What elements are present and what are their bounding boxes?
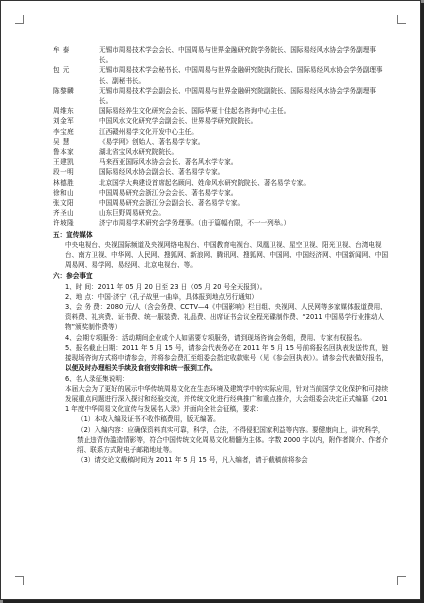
member-name: 刘金军: [53, 117, 75, 126]
member-role: 中国风水文化研究学会副会长、世界易学研究院院长。: [99, 117, 258, 126]
member-role: 无锡市周易技术学会会长、中国周易与世界金融研究院学务院长、国际易经风水协会学务副理事长。: [99, 46, 376, 65]
member-row: [53, 45, 389, 65]
meeting-item-service: 4、会期专项服务：活动期间企业或个人如需要专项服务，请到现场咨询会务组，费用、专家有权报名。: [65, 333, 366, 342]
member-role: 湖北省宝风水研究院院长。: [99, 148, 179, 157]
member-name: 徐和山: [53, 188, 75, 197]
member-row: [53, 106, 389, 116]
member-role: 山东巨野周易研究会。: [99, 209, 165, 218]
celebrity-subitem: （1）本收入编及证书不收作稿费用，版无编著。: [77, 415, 220, 424]
member-role: 国际易经风水协会副会长、著名易学专家。: [99, 168, 225, 177]
corner-crop-mark: [397, 576, 406, 585]
member-role: 《易学网》创始人、著名易学专家。: [99, 137, 205, 146]
meeting-item-celebrity: 6、名人录征集说明：: [65, 374, 129, 383]
deadline-emphasis: 以便及时办理相关手续及食宿安排和统一报到工作。: [65, 364, 217, 373]
member-role: 江西赣州易学文化开发中心主任。: [99, 127, 198, 136]
member-name: 齐圣山: [53, 209, 75, 218]
section-heading-meeting: 六：参会事宜: [53, 272, 93, 281]
member-name: 段一明: [53, 168, 75, 177]
member-row: [53, 218, 389, 228]
media-list-paragraph: 中央电视台、央视国际频道及央视网络电视台、中国教育电视台、凤凰卫视、星空卫视、阳光卫视、台湾电视台、南方卫视、中华网、人民网、搜狐网、新浪网、腾讯网、搜狐网、中国网、中国经济网、中国新闻网、中国周易网、易学网、易经网、北京电视台、等。: [65, 240, 389, 270]
member-role: 马来西亚国际风水协会会长、著名风水学专家。: [99, 158, 238, 167]
meeting-item-fee: 3、会 务 费：2080 元/人（含会务费、CCTV—4《中国影响》栏目组、央视网、人民网等多家媒体报道费用、资料费、礼宾费、证书费、统一服装费、礼品费、出席证书会议全程光碟制作费、“2011 中国易学行业推动人物”颁奖制作费等）: [65, 303, 387, 332]
member-row: [53, 127, 389, 137]
member-role: 无锡市周易技术学会副会长、中国周易与世界金融研究院副院长、国际易经风水协会学务副理事长。: [99, 86, 376, 106]
member-name: 周维东: [53, 107, 75, 116]
committee-member-list: [53, 45, 389, 229]
document-body: [53, 45, 389, 465]
member-row: [53, 137, 389, 147]
celebrity-intro-paragraph: 本届大会为了更好的展示中华传统周易文化在生态环境及建筑学中的实际应用，针对当前国学文化保护和可持续发展重点问题进行深入探讨和经验交流，并传统文化进行经典推广和重点推介，大会组委会决定正式编纂《2011 年度中华周易文化宣传与发展名人录》并面向全社会征稿，要求：: [65, 384, 389, 414]
member-row: [53, 178, 389, 188]
member-name: 包 元: [53, 66, 70, 75]
member-role: 济宁市周易学术研究会学务理事。（由于篇幅有限，不一一列举。）: [99, 219, 291, 228]
member-row: [53, 188, 389, 198]
member-role: 北京国学大典建设首席起名顾问、姓命风水研究院院长、著名易学专家。: [99, 178, 310, 187]
member-name: 张文阳: [53, 199, 75, 208]
member-role: 中国周易研究会浙江分会副会长、著名易学专家。: [99, 199, 245, 208]
member-row: [53, 116, 389, 126]
meeting-item-time: 1、时 间：2011 年 05 月 20 日至 23 日（05 月 20 号全天报到）。: [65, 282, 267, 291]
member-row: [53, 198, 389, 208]
section-heading-media: 五：宣传媒体: [53, 230, 93, 239]
member-name: 吴 慧: [53, 137, 70, 146]
member-role: 无锡市周易技术学会秘书长、中国周易与世界金融研究院执行院长、国际易经风水协会学务副理事长、副秘书长。: [99, 66, 383, 85]
member-name: 鲁本家: [53, 148, 75, 157]
deadline-text: 5、报名截止日期：2011 年 5 月 15 号，请参会代表务必在 2011 年 5 月 15 号前将报名回执表发送传真，链接现场咨询方式将申请参会，并将参会费汇至组委会指定收款账号（见《参会回执表》）。请参会代表做好报名，以便及时办理相关手续及食宿安排和统一报到工作。: [65, 343, 389, 373]
member-row: [53, 147, 389, 157]
member-row: [53, 208, 389, 218]
member-name: 王建凯: [53, 158, 75, 167]
celebrity-subitem: （2）入编内容：应确保资料真实可靠，科学，合法，不得侵犯国家利益等内容。要健康向上，讲究科学，禁止违背伪滥造情影等，符合中国传统文化周易文化精髓为主体。字数 2000 字以内，附作者简介、作者介绍、联系方式附电子邮箱地址等。: [77, 425, 389, 454]
corner-crop-mark: [15, 15, 24, 24]
member-role: 中国周易研究会浙江分会会长、著名易学专家。: [99, 188, 238, 197]
member-row: [53, 157, 389, 167]
meeting-item-location: 2、地 点：中国·济宁（孔子故里一曲阜，具体报到地点另行通知）: [65, 292, 259, 301]
member-row: [53, 167, 389, 177]
member-name: 林德胜: [53, 178, 75, 187]
member-name: 陈黎麟: [53, 86, 75, 95]
member-name: 牟 泰: [53, 46, 70, 54]
member-name: 许坡隆: [53, 219, 75, 228]
meeting-item-deadline: [53, 343, 389, 374]
corner-crop-mark: [397, 15, 406, 24]
corner-crop-mark: [15, 576, 24, 585]
member-role: 国际易经养生文化研究会会长、国际华夏十佳起名咨询中心主任。: [99, 107, 291, 116]
member-row: [53, 86, 389, 106]
member-row: [53, 65, 389, 85]
celebrity-subitem: （3）请交论文截稿时间为 2011 年 5 月 15 号，凡入编者，请于截稿前将参会: [77, 456, 308, 465]
member-name: 李宝庭: [53, 127, 75, 136]
